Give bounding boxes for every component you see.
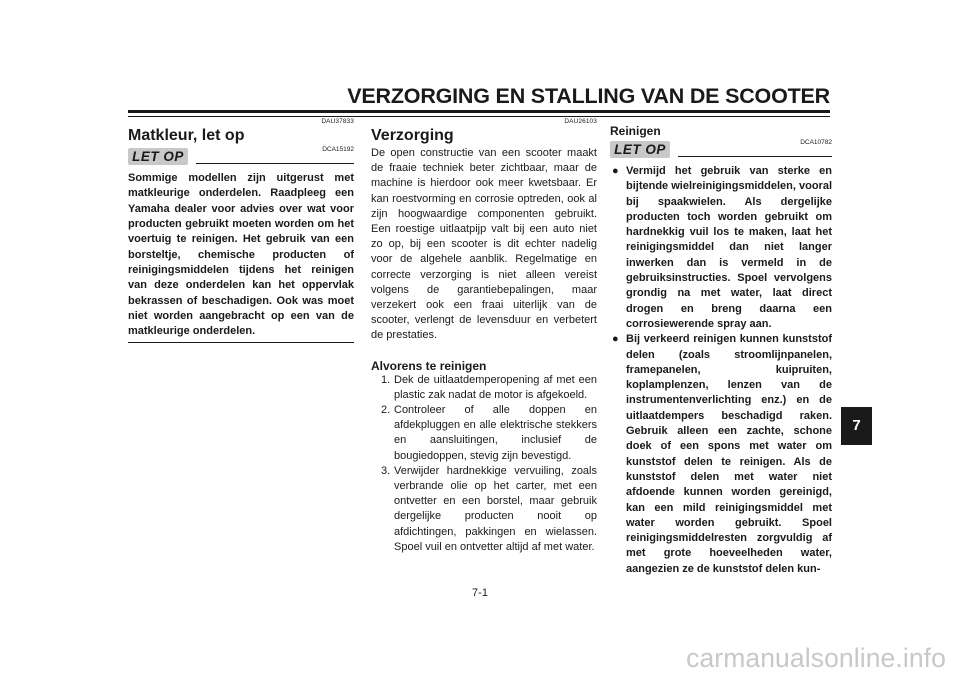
list-item [371,373,597,403]
step-number: 1. [381,373,391,386]
steps-list [371,373,597,555]
header-rule-thick [128,110,830,113]
let-op-badge: LET OP [128,148,188,165]
intro-paragraph: De open constructie van een scooter maakt de fraaie techniek beter zichtbaar, maar de machine is hierdoor ook meer kwetsbaar. Er kan roestvorming en corrosie optreden, ook al zijn hoogwaardige componenten gebruikt. Een roestige uitlaatpijp valt bij een auto niet zo op, bij een scooter is dit echter nadelig voor de algehele aanblik. Regelmatige en correcte verzorging is niet alleen vereist volgens de garantiebepalingen, maar verzekert ook een fraai uiterlijk van de scooter, verlengt de levensduur en verbetert de prestaties. [371,147,597,342]
bullet-text: Bij verkeerd reinigen kunnen kunststof delen (zoals stroomlijnpanelen, framepanelen, kuipruiten, koplamplenzen, lenzen van de instrumentenverlichting enz.) en de uitlaatdempers beschadigd raken. Gebruik alleen een zachte, schone doek of een spons met water om kunststof delen te reinigen. Als de kunststof delen met water niet afdoende kunnen worden gereinigd, kan een mild reinigingsmiddel met water worden gebruikt. Spoel reinigingsmiddelresten zorgvuldig af met grote hoeveelheden water, aangezien ze de kunststof delen kun- [626,333,832,575]
section-title-reinigen: Reinigen [610,124,661,138]
column-verzorging [371,118,597,555]
section-code: DAU26103 [564,118,597,125]
page-number: 7-1 [472,587,488,599]
list-item [371,464,597,555]
note-bullets [610,164,832,577]
note-code: DCA15192 [322,146,354,153]
step-number: 2. [381,404,391,417]
step-number: 3. [381,464,391,477]
watermark: carmanualsonline.info [686,643,946,673]
chapter-title: VERZORGING EN STALLING VAN DE SCOOTER [347,84,830,108]
chapter-tab: 7 [841,407,872,445]
section-title-matkleur: Matkleur, let op [128,127,245,144]
bullet-dot-icon: ● [612,333,619,346]
list-item [371,403,597,464]
column-matkleur [128,118,354,343]
let-op-badge: LET OP [610,141,670,158]
note-text-matkleur: Sommige modellen zijn uitgerust met matkleurige onderdelen. Raadpleeg een Yamaha dealer voor advies over wat voor producten gebruikt moeten worden om het voertuig te reinigen. Het gebruik van een borsteltje, chemische producten of reinigingsmiddelen tijdens het reinigen van deze onderdelen kan het oppervlak bekrassen of beschadigen. Ook was moet niet worden aangebracht op een van de matkleurige onderdelen. [128,172,354,338]
step-text: Dek de uitlaatdemperopening af met een plastic zak nadat de motor is afgekoeld. [394,373,597,401]
note-header [610,138,832,160]
section-title-verzorging: Verzorging [371,127,454,144]
note-code: DCA10782 [800,139,832,146]
step-text: Controleer of alle doppen en afdekpluggen en alle elektrische stekkers en aansluitingen, inclusief de bougiedoppen, stevig zijn bevestigd. [394,404,597,462]
note-rule [678,156,832,157]
list-item [610,332,832,577]
section-code: DAU37833 [321,118,354,125]
note-bottom-rule [128,342,354,343]
subsection-title-alvorens: Alvorens te reinigen [371,358,487,373]
list-item [610,164,832,332]
note-header [128,145,354,167]
bullet-text: Vermijd het gebruik van sterke en bijtende wielreinigingsmiddelen, vooral bij spaakwielen. Als dergelijke producten toch worden gebruikt om hardnekkig vuil los te maken, laat het reinigingsmiddel dan niet langer inwerken dan is vermeld in de gebruiksinstructies. Spoel vervolgens grondig na met water, laat direct drogen en breng daarna een corrosiewerende spray aan. [626,165,832,330]
column-reinigen [610,118,832,577]
note-rule [196,163,354,164]
header-rule-thin [128,116,830,117]
bullet-dot-icon: ● [612,165,619,177]
step-text: Verwijder hardnekkige vervuiling, zoals verbrande olie op het carter, met een ontvetter en een borstel, maar gebruik dergelijke producten nooit op afdichtingen, pakkingen en wielassen. Spoel vuil en ontvetter altijd af met water. [394,464,597,553]
